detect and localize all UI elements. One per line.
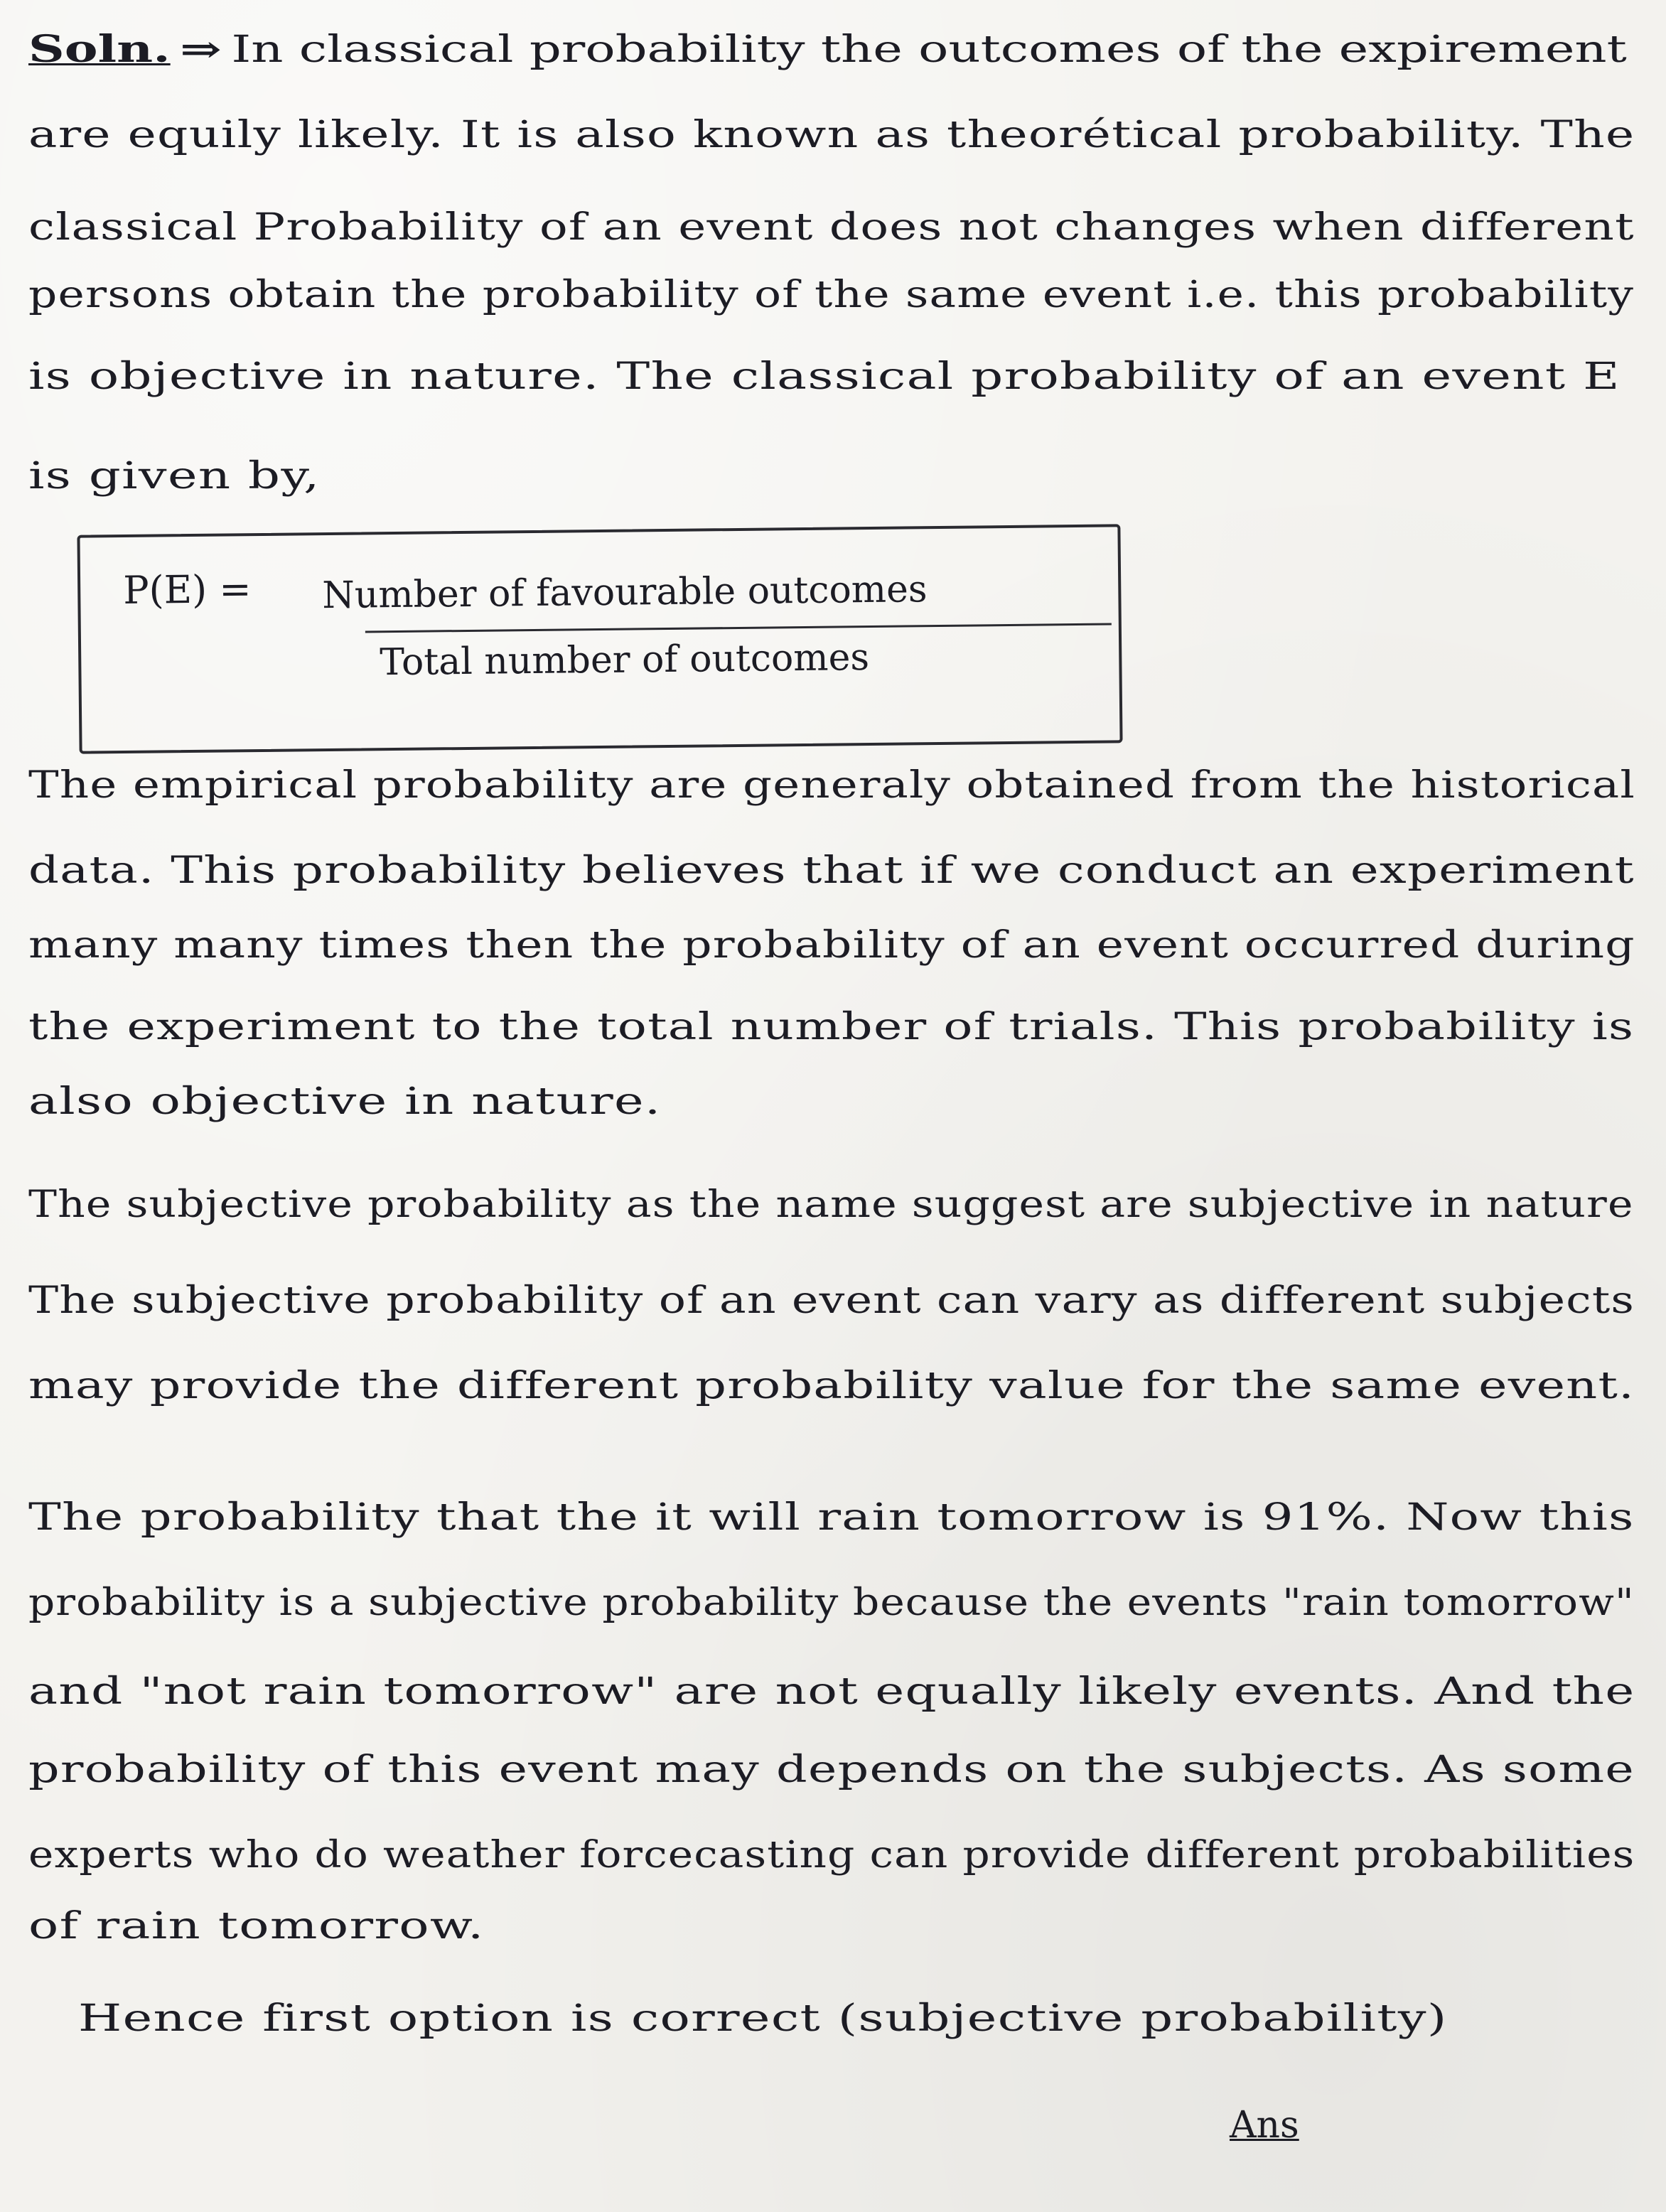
paragraph1-line: is objective in nature. The classical probability of an event E <box>28 355 1621 398</box>
paragraph4-line: experts who do weather forcecasting can provide different probabilities <box>28 1834 1635 1877</box>
paragraph1-line: persons obtain the probability of the same event i.e. this probability <box>28 274 1635 316</box>
paragraph4-line: probability of this event may depends on the subjects. As some <box>28 1749 1635 1791</box>
paragraph4-line: of rain tomorrow. <box>28 1905 485 1948</box>
conclusion-line: Hence first option is correct (subjective probability) <box>78 1997 1448 2040</box>
formula-box <box>77 524 1122 753</box>
paragraph2-line: the experiment to the total number of trials. This probability is <box>28 1006 1635 1048</box>
paragraph2-line: data. This probability believes that if we conduct an experiment <box>28 849 1635 892</box>
fraction-bar <box>365 623 1112 633</box>
paragraph1-line: classical Probability of an event does not changes when different <box>28 206 1635 249</box>
formula-lhs: P(E) = <box>122 567 252 613</box>
paragraph1-line: is given by, <box>28 455 321 498</box>
paragraph4-line: The probability that the it will rain tomorrow is 91%. Now this <box>28 1496 1635 1539</box>
paragraph1-line: In classical probability the outcomes of the expirement <box>231 28 1627 71</box>
formula-denominator: Total number of outcomes <box>380 636 870 684</box>
paragraph4-line: probability is a subjective probability because the events "rain tomorrow" <box>28 1582 1635 1624</box>
solution-first-line <box>28 28 1627 71</box>
solution-label: Soln. <box>28 28 171 71</box>
paragraph1-line: are equily likely. It is also known as theorétical probability. The <box>28 114 1635 156</box>
paragraph3-line: may provide the different probability value for the same event. <box>28 1365 1635 1407</box>
paragraph3-line: The subjective probability as the name suggest are subjective in nature <box>28 1183 1634 1226</box>
implies-arrow-icon: ⇒ <box>180 28 222 71</box>
paragraph3-line: The subjective probability of an event can vary as different subjects <box>28 1279 1635 1322</box>
paragraph2-line: The empirical probability are generaly obtained from the historical <box>28 764 1636 807</box>
paragraph2-line: also objective in nature. <box>28 1080 662 1123</box>
formula-numerator: Number of favourable outcomes <box>322 568 928 618</box>
paragraph4-line: and "not rain tomorrow" are not equally likely events. And the <box>28 1670 1635 1713</box>
paragraph2-line: many many times then the probability of an event occurred during <box>28 924 1635 967</box>
answer-mark: Ans <box>1230 2104 1299 2147</box>
